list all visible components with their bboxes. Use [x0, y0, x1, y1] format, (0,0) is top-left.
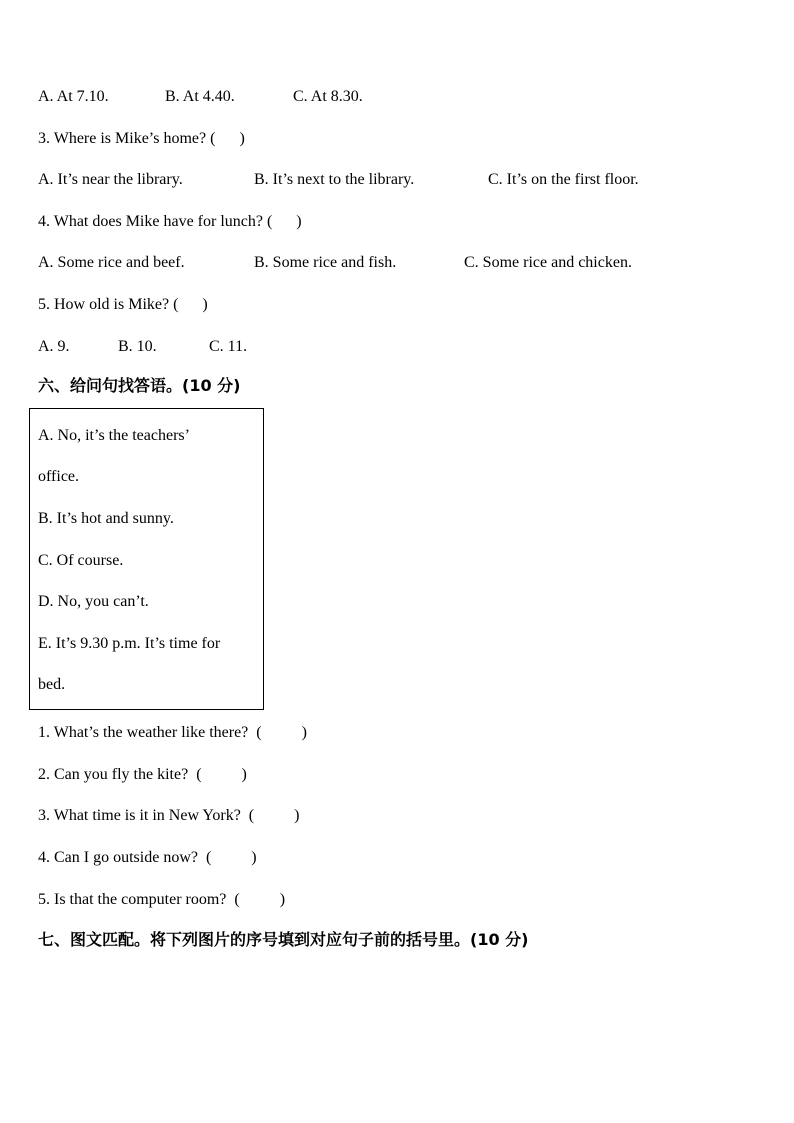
q5-option-a: A. 9. — [38, 338, 70, 355]
q5-option-b: B. 10. — [118, 338, 157, 355]
answer-a-line2: office. — [38, 468, 80, 485]
q3-option-c: C. It’s on the first floor. — [488, 171, 639, 188]
q5-question: 5. How old is Mike? ( ) — [38, 296, 208, 313]
answer-b: B. It’s hot and sunny. — [38, 510, 174, 527]
q3-option-a: A. It’s near the library. — [38, 171, 183, 188]
answer-e-line1: E. It’s 9.30 p.m. It’s time for — [38, 635, 221, 652]
q2-option-a: A. At 7.10. — [38, 88, 109, 105]
s6-question-3: 3. What time is it in New York? ( ) — [38, 807, 300, 824]
section6-heading: 六、给问句找答语。(10 分) — [38, 376, 241, 395]
s6-question-1: 1. What’s the weather like there? ( ) — [38, 724, 307, 741]
q4-option-c: C. Some rice and chicken. — [464, 254, 632, 271]
q2-option-b: B. At 4.40. — [165, 88, 235, 105]
answer-e-line2: bed. — [38, 676, 66, 693]
s6-question-2: 2. Can you fly the kite? ( ) — [38, 766, 247, 783]
answer-a-line1: A. No, it’s the teachers’ — [38, 427, 190, 444]
q5-option-c: C. 11. — [209, 338, 248, 355]
s6-question-5: 5. Is that the computer room? ( ) — [38, 891, 286, 908]
q4-option-b: B. Some rice and fish. — [254, 254, 397, 271]
q4-option-a: A. Some rice and beef. — [38, 254, 185, 271]
answer-d: D. No, you can’t. — [38, 593, 149, 610]
q3-option-b: B. It’s next to the library. — [254, 171, 415, 188]
q4-question: 4. What does Mike have for lunch? ( ) — [38, 213, 302, 230]
answer-c: C. Of course. — [38, 552, 124, 569]
q3-question: 3. Where is Mike’s home? ( ) — [38, 130, 245, 147]
q2-option-c: C. At 8.30. — [293, 88, 363, 105]
section7-heading: 七、图文匹配。将下列图片的序号填到对应句子前的括号里。(10 分) — [38, 930, 529, 949]
s6-question-4: 4. Can I go outside now? ( ) — [38, 849, 257, 866]
